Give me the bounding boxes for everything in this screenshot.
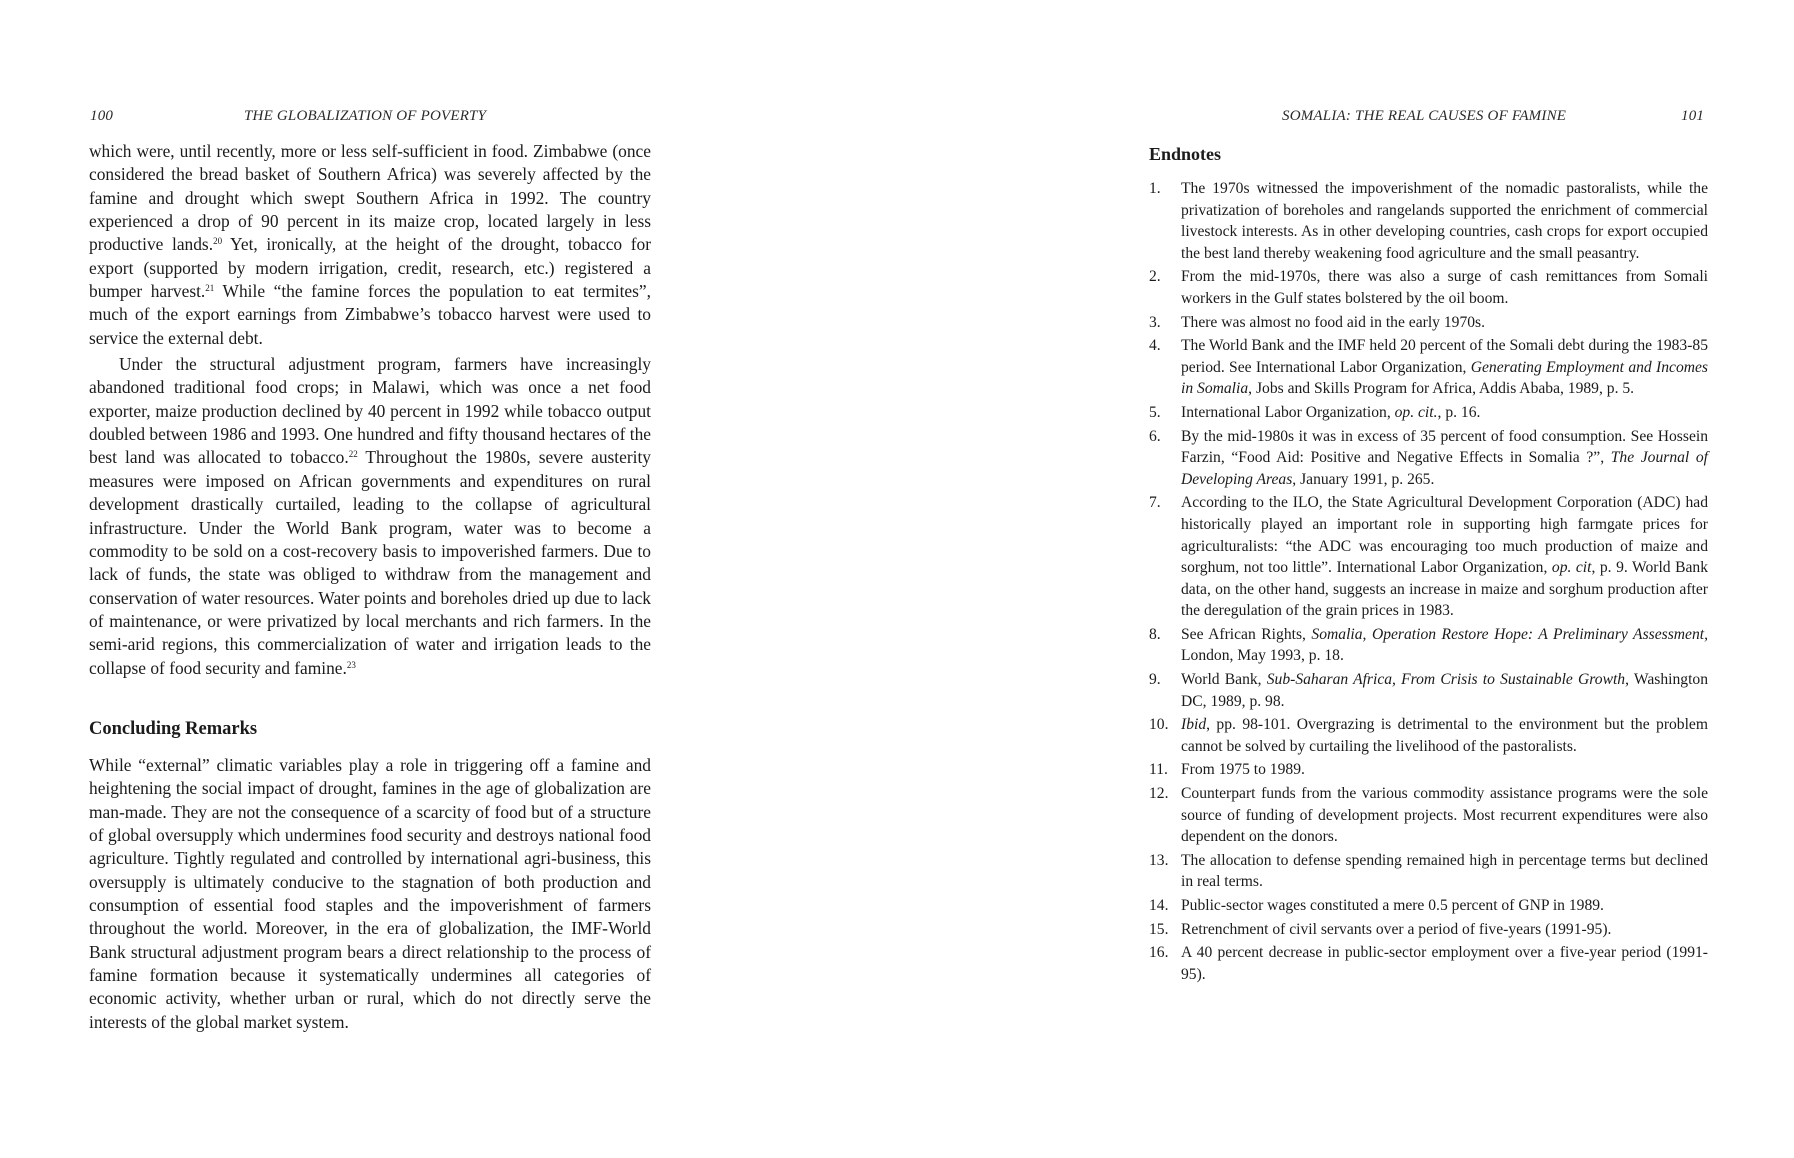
endnote-item xyxy=(1149,895,1708,917)
endnote-item xyxy=(1149,335,1708,400)
italic-title: op. cit. xyxy=(1394,403,1438,421)
endnote-text xyxy=(1181,626,1708,665)
endnotes-heading: Endnotes xyxy=(1149,144,1222,164)
text-run: Public-sector wages constituted a mere 0.5 percent of GNP in 1989. xyxy=(1181,897,1604,914)
text-run: Retrenchment of civil servants over a period of five-years (1991-95). xyxy=(1181,920,1612,938)
endnote-number: 12. xyxy=(1149,785,1169,803)
paragraph: While “external” climatic variables play a role in triggering off a famine and heightening the social impact of drought, famines in the age of globalization are man-made. They are not the consequence of a scarcity of food but of a structure of global oversupply which undermines food security and destroys national food agriculture. Tightly regulated and controlled by international agri-business, this oversupply is ultimately conducive to the stagnation of both production and consumption of essential food staples and the impoverishment of farmers throughout the world. Moreover, in the era of globalization, the IMF-World Bank structural adjustment program bears a direct relationship to the process of famine formation because it systematically undermines all categories of economic activity, whether urban or rural, which do not directly serve the interests of the global market system. xyxy=(89,754,651,1032)
body-text xyxy=(89,140,651,1034)
text-run: , pp. 98-101. Overgrazing is detrimental to the environment but the problem cannot be solved by curtailing the livelihood of the pastoralists. xyxy=(1181,716,1708,755)
endnote-text xyxy=(1181,671,1708,710)
text-run: , p. 16. xyxy=(1437,403,1481,421)
text-run: World Bank, xyxy=(1181,671,1267,689)
endnote-number: 11. xyxy=(1149,761,1168,779)
endnote-text xyxy=(1181,268,1708,307)
text-run: The World Bank and the IMF held 20 percent of the Somali debt during the 1983-85 period. See International Labor Organization, xyxy=(1181,337,1708,376)
endnote-text xyxy=(1181,944,1708,983)
endnote-item xyxy=(1149,942,1708,985)
text-run: Counterpart funds from the various commodity assistance programs were the sole source of funding of development projects. Most recurrent expenditures were also dependent on the donors. xyxy=(1181,785,1708,846)
endnote-item xyxy=(1149,426,1708,491)
endnote-text xyxy=(1181,180,1708,262)
endnote-text xyxy=(1181,852,1708,891)
endnotes-section xyxy=(1149,142,1708,987)
endnote-number: 2. xyxy=(1149,268,1161,286)
text-run: From the mid-1970s, there was also a surge of cash remittances from Somali workers in the Gulf states bolstered by the oil boom. xyxy=(1181,268,1708,307)
text-run: According to the ILO, the State Agricultural Development Corporation (ADC) had historically played an important role in supporting high farmgate prices for agriculturalists: “the ADC was encouraging too much production of maize and sorghum, not too little”. International Labor Organization, xyxy=(1181,494,1708,577)
paragraph xyxy=(89,140,651,350)
endnotes-list xyxy=(1149,178,1708,985)
footnote-ref: 20 xyxy=(213,236,223,247)
endnote-item xyxy=(1149,783,1708,848)
endnote-text xyxy=(1181,761,1305,778)
text-run: A 40 percent decrease in public-sector employment over a five-year period (1991-95). xyxy=(1181,944,1708,983)
endnote-number: 1. xyxy=(1149,180,1161,197)
endnote-number: 14. xyxy=(1149,897,1169,914)
italic-title: Somalia, Operation Restore Hope: A Preliminary Assessment, xyxy=(1311,625,1708,643)
endnote-item xyxy=(1149,714,1708,757)
endnote-text xyxy=(1181,428,1708,488)
endnote-number: 4. xyxy=(1149,337,1161,355)
text-run: , Washington DC, 1989, p. 98. xyxy=(1181,671,1709,710)
section-heading: Concluding Remarks xyxy=(89,718,258,739)
text-run: , January 1991, p. 265. xyxy=(1292,470,1435,488)
endnote-number: 8. xyxy=(1149,625,1161,643)
endnote-number: 3. xyxy=(1149,313,1161,331)
endnote-text xyxy=(1181,494,1708,619)
endnote-item xyxy=(1149,759,1708,781)
italic-title: Ibid xyxy=(1181,716,1207,734)
text-run: Under the structural adjustment program, farmers have increasingly abandoned traditional food crops; in Malawi, which was once a net food exporter, maize production declined by 40 percent in 1992 while tobacco output doubled between 1986 and 1993. One hundred and fifty thousand hectares of the best land was allocated to tobacco. xyxy=(89,354,651,468)
endnote-item xyxy=(1149,850,1708,893)
endnote-number: 10. xyxy=(1149,716,1169,734)
page-number: 100 xyxy=(90,108,114,124)
paragraph xyxy=(89,353,651,680)
italic-title: Generating Employment and Incomes in Somalia xyxy=(1181,358,1708,398)
endnote-text xyxy=(1181,921,1611,938)
text-run: The 1970s witnessed the impoverishment of the nomadic pastoralists, while the privatization of boreholes and rangelands supported the enrichment of commercial livestock interests. As in other developing countries, cash crops for export occupied the best land thereby weakening food agriculture and the small peasantry. xyxy=(1181,180,1708,262)
text-run: Yet, ironically, at the height of the drought, tobacco for export (supported by modern irrigation, credit, research, etc.) registered a bumper harvest. xyxy=(89,234,652,302)
text-run: International Labor Organization, xyxy=(1181,403,1395,421)
footnote-ref: 23 xyxy=(346,659,356,670)
text-run: See African Rights, xyxy=(1181,625,1312,643)
italic-title: The Journal of Developing Areas xyxy=(1181,449,1709,488)
endnote-text xyxy=(1181,716,1708,755)
text-run: , Jobs and Skills Program for Africa, Addis Ababa, 1989, p. 5. xyxy=(1248,380,1635,398)
endnote-item xyxy=(1149,312,1708,334)
endnote-item xyxy=(1149,178,1708,264)
running-head: SOMALIA: THE REAL CAUSES OF FAMINE xyxy=(1282,108,1567,124)
endnote-item xyxy=(1149,919,1708,941)
text-run: From 1975 to 1989. xyxy=(1181,761,1305,779)
text-run: While “the famine forces the population to eat termites”, much of the export earnings from Zimbabwe’s tobacco harvest were used to service the external debt. xyxy=(89,281,651,348)
italic-title: op. cit xyxy=(1551,559,1592,577)
endnote-item xyxy=(1149,624,1708,667)
endnote-item xyxy=(1149,402,1708,424)
endnote-number: 7. xyxy=(1149,494,1161,512)
endnote-text xyxy=(1181,314,1485,331)
text-run: By the mid-1980s it was in excess of 35 percent of food consumption. See Hossein Farzin, “Food Aid: Positive and Negative Effects in Somalia ?”, xyxy=(1181,427,1708,467)
endnote-number: 16. xyxy=(1149,944,1169,962)
text-run: There was almost no food aid in the early 1970s. xyxy=(1181,313,1486,331)
italic-title: Sub-Saharan Africa, From Crisis to Sustainable Growth xyxy=(1266,671,1626,689)
endnote-number: 13. xyxy=(1149,851,1169,869)
endnote-number: 5. xyxy=(1149,403,1161,421)
text-run: , p. 9. World Bank data, on the other hand, suggests an increase in maize and sorghum production after the deregulation of the grain prices in 1983. xyxy=(1181,559,1709,620)
endnote-text xyxy=(1181,337,1708,397)
text-run: which were, until recently, more or less self-sufficient in food. Zimbabwe (once considered the bread basket of Southern Africa) was severely affected by the famine and drought which swept Southern Africa in 1992. The country experienced a drop of 90 percent in its maize crop, located largely in less productive lands. xyxy=(89,141,651,255)
text-run: The allocation to defense spending remained high in percentage terms but declined in real terms. xyxy=(1181,851,1708,891)
page-number: 101 xyxy=(1681,108,1705,124)
footnote-ref: 22 xyxy=(348,449,358,460)
endnote-text xyxy=(1181,897,1604,914)
endnote-item xyxy=(1149,266,1708,309)
endnote-item xyxy=(1149,669,1708,712)
running-head: THE GLOBALIZATION OF POVERTY xyxy=(244,108,487,124)
endnote-text xyxy=(1181,785,1708,845)
endnote-number: 9. xyxy=(1149,671,1161,689)
text-run: London, May 1993, p. 18. xyxy=(1181,647,1344,665)
endnote-item xyxy=(1149,492,1708,622)
footnote-ref: 21 xyxy=(205,283,215,294)
right-page xyxy=(897,0,1794,1158)
text-run: Throughout the 1980s, severe austerity measures were imposed on African governments and expenditures on rural development drastically curtailed, leading to the collapse of agricultural infrastructure. Under the World Bank program, water was to become a commodity to be sold on a cost-recovery basis to impoverished farmers. Due to lack of funds, the state was obliged to withdraw from the management and conservation of water resources. Water points and boreholes dried up due to lack of maintenance, or were privatized by local merchants and rich farmers. In the semi-arid regions, this commercialization of water and irrigation leads to the collapse of food security and famine. xyxy=(89,447,651,678)
endnote-number: 6. xyxy=(1149,427,1161,445)
endnote-number: 15. xyxy=(1149,920,1169,938)
endnote-text xyxy=(1181,404,1480,421)
